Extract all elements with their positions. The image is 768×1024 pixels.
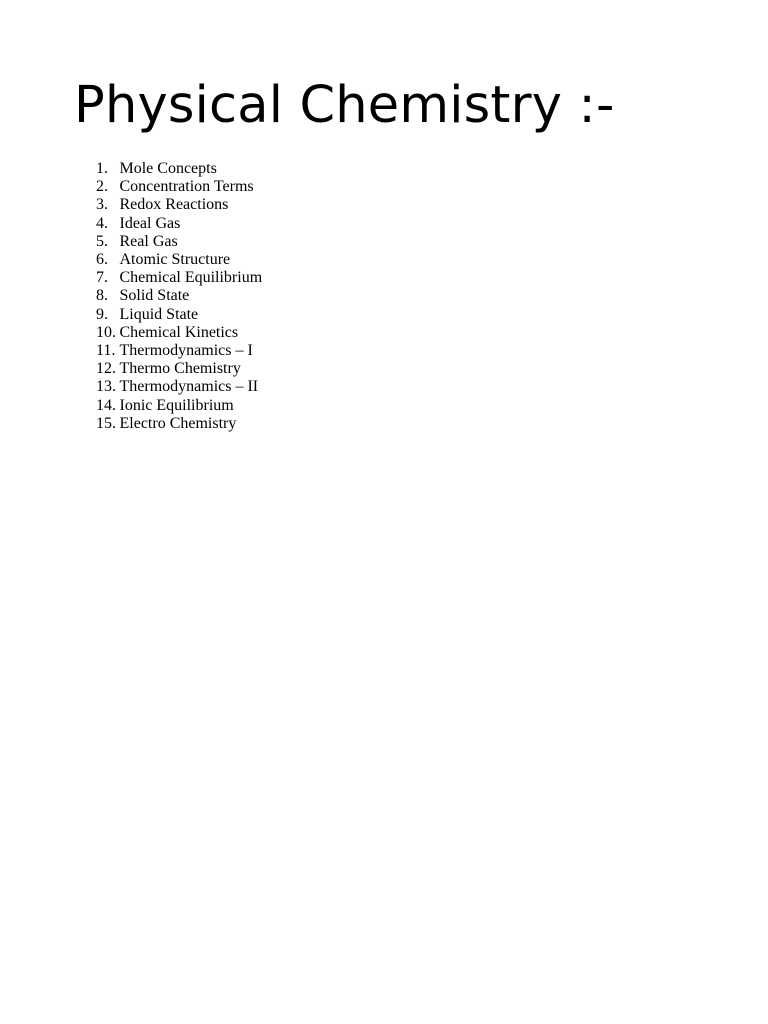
- list-item-label: Chemical Equilibrium: [119, 269, 263, 287]
- list-item-number: 15.: [96, 414, 116, 432]
- list-item-label: Real Gas: [119, 232, 178, 250]
- list-item-number: 6.: [96, 251, 108, 269]
- page-title: Physical Chemistry :-: [74, 76, 615, 135]
- list-item-number: 2.: [96, 178, 108, 196]
- list-item: [96, 233, 262, 251]
- list-item: [96, 342, 262, 360]
- list-item: [96, 269, 262, 287]
- list-item-label: Atomic Structure: [119, 251, 231, 269]
- list-item-label: Ionic Equilibrium: [119, 396, 234, 414]
- list-item: [96, 215, 262, 233]
- list-item: [96, 360, 262, 378]
- list-item-label: Concentration Terms: [119, 178, 254, 196]
- list-item: [96, 251, 262, 269]
- list-item-number: 10.: [96, 323, 116, 341]
- list-item-label: Electro Chemistry: [119, 414, 237, 432]
- list-item: [96, 287, 262, 305]
- list-item-label: Liquid State: [119, 305, 199, 323]
- list-item-number: 9.: [96, 305, 108, 323]
- list-item: [96, 324, 262, 342]
- list-item: [96, 415, 262, 433]
- list-item-number: 1.: [96, 160, 108, 177]
- list-item-label: Thermodynamics – II: [119, 378, 259, 396]
- list-item-label: Redox Reactions: [119, 196, 229, 214]
- list-item-label: Ideal Gas: [119, 214, 181, 232]
- list-item: [96, 178, 262, 196]
- list-item: [96, 378, 262, 396]
- topic-list: [96, 160, 262, 433]
- list-item-label: Solid State: [119, 287, 190, 305]
- list-item-label: Thermodynamics – I: [119, 342, 253, 360]
- list-item-label: Thermo Chemistry: [119, 360, 241, 378]
- list-item-number: 4.: [96, 214, 108, 232]
- list-item-number: 12.: [96, 360, 116, 378]
- list-item-number: 7.: [96, 269, 108, 287]
- list-item-number: 14.: [96, 396, 116, 414]
- list-item-number: 3.: [96, 196, 108, 214]
- list-item: [96, 160, 262, 178]
- list-item-number: 11.: [96, 342, 116, 360]
- list-item-number: 13.: [96, 378, 116, 396]
- list-item-label: Mole Concepts: [119, 160, 217, 177]
- list-item-label: Chemical Kinetics: [119, 323, 239, 341]
- list-item: [96, 196, 262, 214]
- list-item: [96, 397, 262, 415]
- list-item-number: 8.: [96, 287, 108, 305]
- list-item-number: 5.: [96, 232, 108, 250]
- list-item: [96, 306, 262, 324]
